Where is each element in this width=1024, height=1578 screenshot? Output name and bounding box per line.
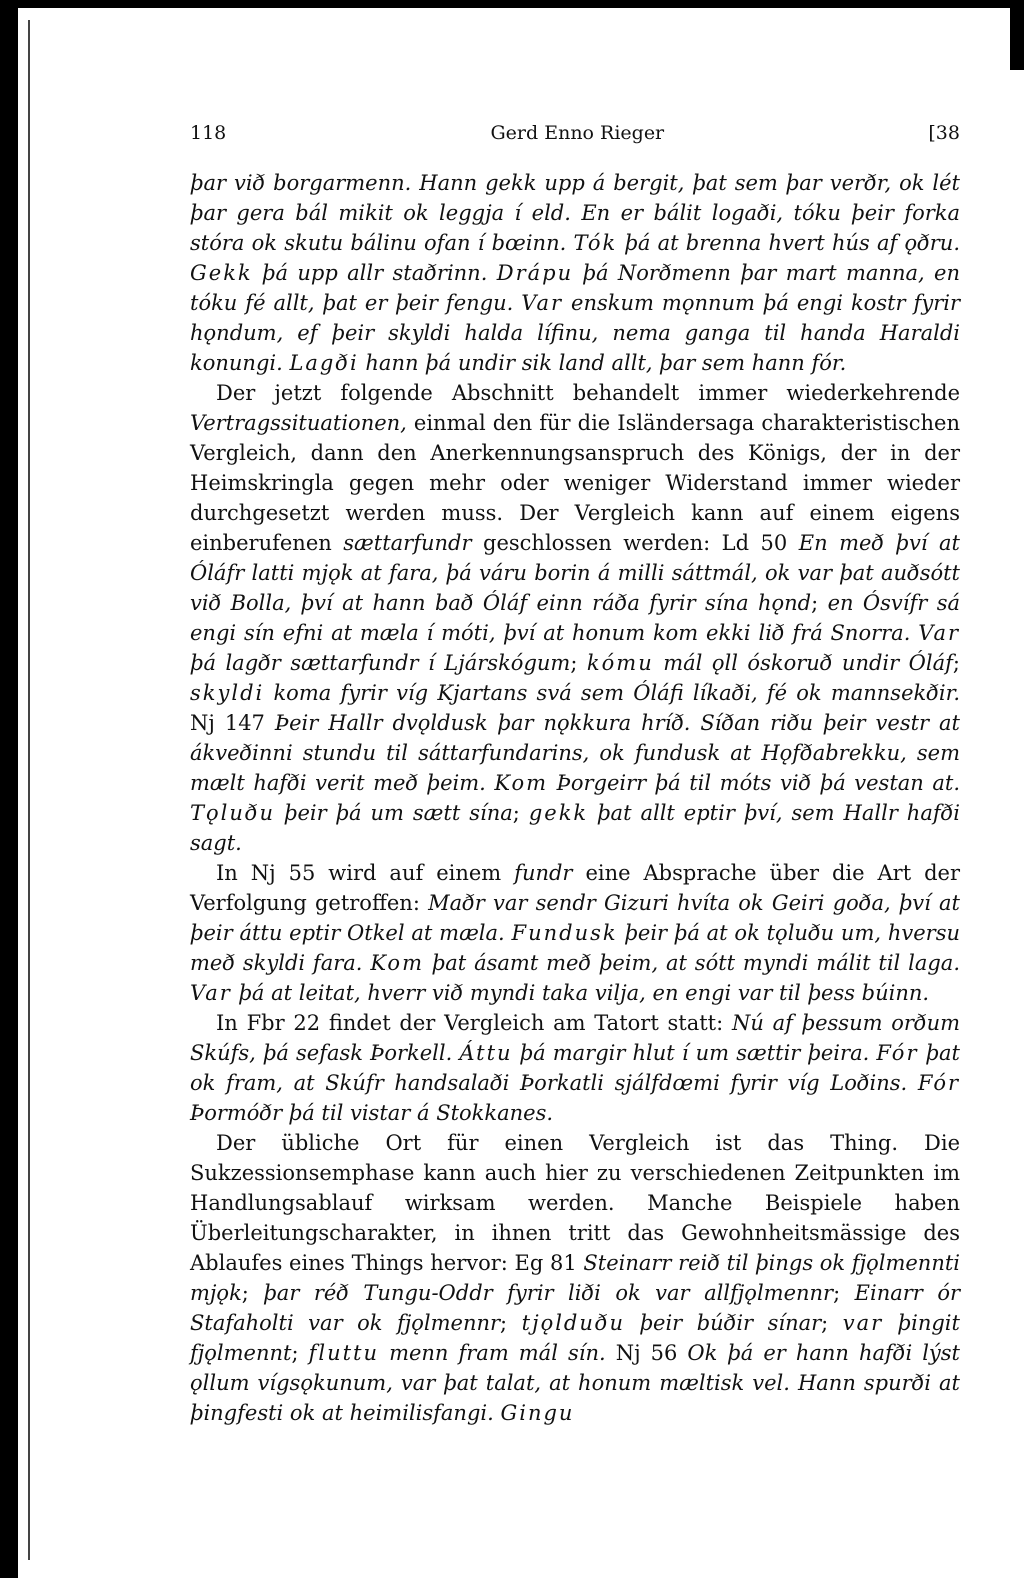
saga-quote: þá Norðmenn þar mart manna, en tóku fé allt, þat er þeir fengu.: [190, 261, 960, 315]
saga-quote: mál ǫll óskoruð undir Óláf: [653, 651, 953, 675]
text-run: ;: [833, 1281, 855, 1305]
scan-border-right: [1010, 0, 1024, 70]
saga-quote: þingit fjǫlmennt: [190, 1311, 960, 1365]
saga-quote: enskum mǫnnum þá engi kostr fyrir hǫndum, ef þeir skyldi halda lífinu, nema ganga til handa Haraldi konungi.: [190, 291, 960, 375]
spaced-verb: Drápu: [496, 261, 574, 285]
saga-quote: Þorgeirr þá til móts við þá vestan at.: [548, 771, 960, 795]
saga-quote: þeir þá at ok tǫluðu um, hversu með skyldi fara.: [190, 921, 961, 975]
paragraph: [190, 858, 960, 1008]
spaced-verb: Áttu: [459, 1041, 513, 1065]
saga-quote: þá lagðr sættarfundr í Ljárskógum: [190, 651, 571, 675]
text-run: In Fbr 22 findet der Vergleich am Tatort statt:: [216, 1011, 732, 1035]
running-author: Gerd Enno Rieger: [490, 122, 665, 144]
saga-quote: þat ok fram, at Skúfr handsalaði Þorkatli sjálfdœmi fyrir víg Loðins.: [190, 1041, 960, 1095]
text-run: Nj 56: [605, 1341, 688, 1365]
saga-quote: þá at brenna hvert hús af ǫðru.: [617, 231, 960, 255]
saga-quote: þar réð Tungu-Oddr fyrir liði ok var allfjǫlmennr: [263, 1281, 834, 1305]
spaced-verb: Fundusk: [511, 921, 618, 945]
spaced-verb: skyldi: [190, 681, 265, 705]
spaced-verb: gekk: [528, 801, 589, 825]
spaced-verb: Gingu: [500, 1401, 575, 1425]
spaced-verb: Kom: [494, 771, 549, 795]
scan-gutter-line: [28, 20, 30, 1560]
text-run: ;: [512, 801, 529, 825]
text-run: ;: [570, 651, 587, 675]
spaced-verb: Var: [918, 621, 960, 645]
section-marker: [38: [928, 122, 960, 144]
saga-quote: Vertragssituationen,: [190, 411, 407, 435]
saga-quote: Ok þá er hann hafði lýst ǫllum vígsǫkunum, var þat talat, at honum mæltisk vel. Hann spurði at þingfesti ok at heimilisfangi.: [190, 1341, 960, 1425]
text-run: ;: [500, 1311, 522, 1335]
spaced-verb: var: [842, 1311, 884, 1335]
saga-quote: En með því at Óláfr latti mjǫk at fara, þá váru borin á milli sáttmál, ok var þat auðsótt við Bolla, því at hann bað Óláf einn ráða fyrir sína hǫnd: [190, 531, 960, 615]
text-run: ;: [811, 591, 828, 615]
paragraph: [190, 378, 960, 858]
scan-border-left: [0, 0, 18, 1578]
spaced-verb: Gekk: [190, 261, 253, 285]
text-run: Der übliche Ort für einen Vergleich ist das Thing. Die Sukzessionsemphase kann auch hier zu verschiedenen Zeitpunkten im Handlungsablauf wirksam werden. Manche Beispiele haben Überleitungscharakter, in ihnen tritt das Gewohnheitsmässige des Ablaufes eines Things hervor: Eg 81: [190, 1131, 960, 1275]
saga-quote: Þormóðr þá til vistar á Stokkanes.: [190, 1101, 554, 1125]
saga-quote: menn fram mál sín.: [379, 1341, 606, 1365]
spaced-verb: Kom: [370, 951, 424, 975]
text-run: Der jetzt folgende Abschnitt behandelt immer wiederkehrende: [216, 381, 960, 405]
text-run: geschlossen werden: Ld 50: [471, 531, 799, 555]
paragraph: [190, 1128, 960, 1428]
text-run: ;: [241, 1281, 264, 1305]
saga-quote: Þeir Hallr dvǫldusk þar nǫkkura hríð. Síðan riðu þeir vestr at ákveðinni stundu til sáttarfundarins, ok fundusk at Hǫfðabrekku, sem mælt hafði verit með þeim.: [190, 711, 960, 795]
saga-quote: en Ósvífr sá engi sín efni at mæla í móti, því at honum kom ekki lið frá Snorra.: [190, 591, 961, 645]
page-number: 118: [190, 122, 227, 144]
scan-border-top: [0, 0, 1024, 8]
spaced-verb: Var: [190, 981, 232, 1005]
saga-quote: þat allt eptir því, sem Hallr hafði sagt.: [190, 801, 960, 855]
saga-quote: koma fyrir víg Kjartans svá sem Óláfi líkaði, fé ok mannsekðir.: [264, 681, 960, 705]
text-run: Nj 147: [190, 711, 275, 735]
spaced-verb: Var: [521, 291, 564, 315]
saga-quote: þar við borgarmenn. Hann gekk upp á bergit, þat sem þar verðr, ok lét þar gera bál mikit ok leggja í eld. En er bálit logaði, tóku þeir forka stóra ok skutu bálinu ofan í bœinn.: [190, 171, 960, 255]
spaced-verb: Tǫluðu: [190, 801, 276, 825]
spaced-verb: kómu: [586, 651, 654, 675]
saga-quote: þá upp allr staðrinn.: [252, 261, 497, 285]
text-run: ;: [821, 1311, 843, 1335]
paragraph: [190, 168, 960, 378]
saga-quote: þá at leitat, hverr við myndi taka vilja, en engi var til þess búinn.: [231, 981, 930, 1005]
spaced-verb: Tók: [573, 231, 618, 255]
saga-quote: Maðr var sendr Gizuri hvíta ok Geiri goða, því at þeir áttu eptir Otkel at mæla.: [190, 891, 960, 945]
saga-quote: þá margir hlut í um sættir þeira.: [512, 1041, 877, 1065]
running-header: [190, 118, 960, 148]
saga-quote: þeir þá um sætt sína: [275, 801, 513, 825]
page-body: [190, 118, 960, 1428]
saga-quote: hann þá undir sik land allt, þar sem hann fór.: [358, 351, 847, 375]
text-run: In Nj 55 wird auf einem: [216, 861, 515, 885]
spaced-verb: tjǫlduðu: [521, 1311, 626, 1335]
saga-quote: Steinarr reið til þings ok fjǫlmennti mjǫk: [190, 1251, 961, 1305]
spaced-verb: fluttu: [308, 1341, 380, 1365]
text-run: ;: [291, 1341, 309, 1365]
saga-quote: þeir búðir sínar: [625, 1311, 822, 1335]
spaced-verb: Fór: [876, 1041, 919, 1065]
saga-quote: þat ásamt með þeim, at sótt myndi málit til laga.: [424, 951, 960, 975]
text-run: ;: [952, 651, 960, 675]
text-run: eine Absprache über die Art der Verfolgung getroffen:: [190, 861, 960, 915]
saga-quote: sættarfundr: [343, 531, 472, 555]
paragraph: [190, 1008, 960, 1128]
text-body: [190, 168, 960, 1428]
saga-quote: Nú af þessum orðum Skúfs, þá sefask Þorkell.: [190, 1011, 961, 1065]
spaced-verb: Fór: [917, 1071, 960, 1095]
spaced-verb: Lagði: [289, 351, 359, 375]
saga-quote: Einarr ór Stafaholti var ok fjǫlmennr: [190, 1281, 960, 1335]
text-run: einmal den für die Isländersaga charakteristischen Vergleich, dann den Anerkennungsanspruch des Königs, der in der Heimskringla gegen mehr oder weniger Widerstand immer wieder durchgesetzt werden muss. Der Vergleich kann auf einem eigens einberufenen: [190, 411, 960, 555]
saga-quote: fundr: [514, 861, 573, 885]
